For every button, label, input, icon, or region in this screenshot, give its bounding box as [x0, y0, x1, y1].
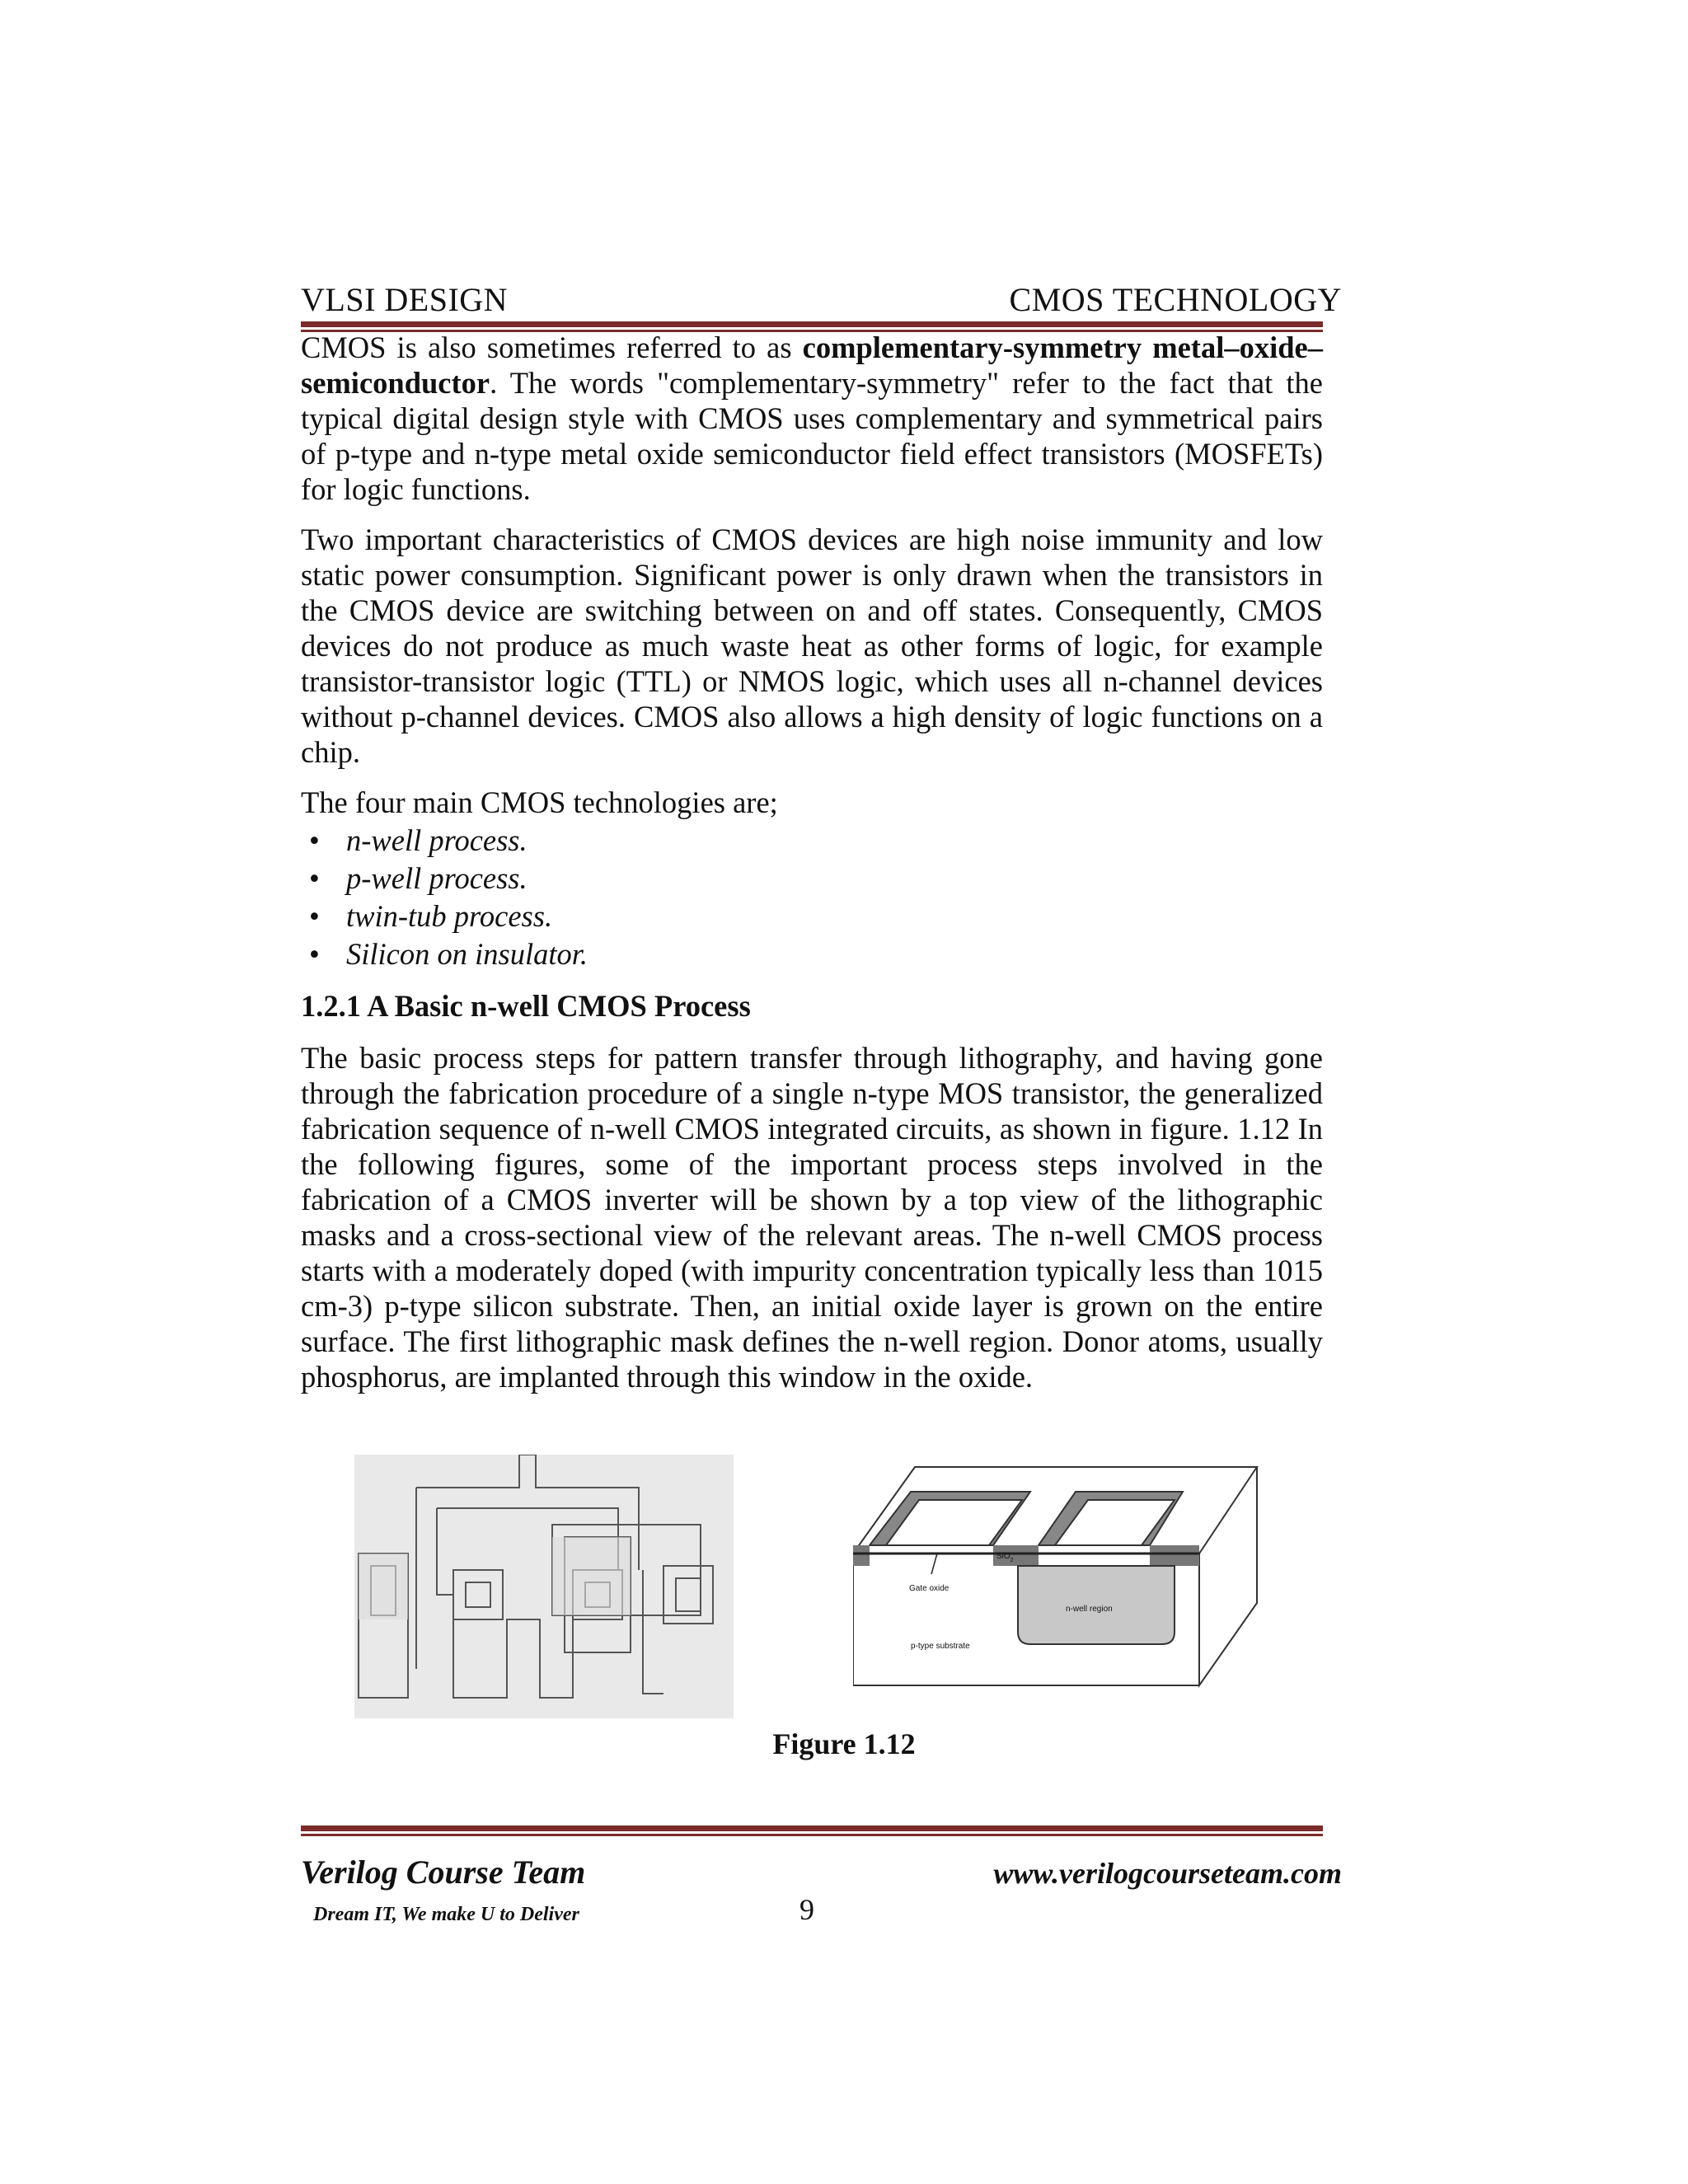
list-item: • twin-tub process.: [301, 898, 1323, 935]
paragraph-characteristics: Two important characteristics of CMOS devices are high noise immunity and low static power consumption. Significant power is only drawn when the transistors in the CMOS device are switching between on and off states. Consequently, CMOS devices do not produce as much waste heat as other forms of logic, for example transistor-transistor logic (TTL) or NMOS logic, which uses all n-channel devices without p-channel devices. CMOS also allows a high density of logic functions on a chip.: [301, 523, 1323, 769]
list-item: • Silicon on insulator.: [301, 935, 1323, 973]
footer-tagline: Dream IT, We make U to Deliver: [313, 1904, 579, 1925]
gate-oxide-label: Gate oxide: [909, 1584, 950, 1593]
mask-layout-figure: [354, 1455, 734, 1718]
footer-rule: [301, 1825, 1323, 1836]
paragraph-nwell-process: The basic process steps for pattern transfer through lithography, and having gone through the fabrication procedure of a single n-type MOS transistor, the generalized fabrication sequence of n-well CMOS integrated circuits, as shown in figure. 1.12 In the following figures, some of the important process steps involved in the fabrication of a CMOS inverter will be shown by a top view of the lithographic masks and a cross-sectional view of the relevant areas. The n-well CMOS process starts with a moderately doped (with impurity concentration typically less than 1015 cm-3) p-type silicon substrate. Then, an initial oxide layer is grown on the entire surface. The first lithographic mask defines the n-well region. Donor atoms, usually phosphorus, are implanted through this window in the oxide.: [301, 1041, 1323, 1394]
main-content: [301, 330, 1323, 1409]
footer-team: Verilog Course Team: [301, 1854, 586, 1891]
nwell-label: n-well region: [1066, 1605, 1113, 1614]
list-item: • n-well process.: [301, 822, 1323, 860]
paragraph-technologies-intro: The four main CMOS technologies are;: [301, 785, 778, 819]
section-title: 1.2.1 A Basic n-well CMOS Process: [301, 989, 751, 1023]
page-number: 9: [799, 1893, 814, 1926]
paragraph-cmos-definition: CMOS is also sometimes referred to as complementary-symmetry metal–oxide–semiconductor. The words "complementary-symmetry" refer to the fact that the typical digital design style with CMOS uses complementary and symmetrical pairs of p-type and n-type metal oxide semiconductor field effect transistors (MOSFETs) for logic functions.: [301, 330, 1323, 506]
svg-text:SiO2: SiO$_2$: [996, 1552, 1014, 1563]
list-item: • p-well process.: [301, 860, 1323, 898]
header-left: VLSI DESIGN: [301, 281, 509, 318]
footer-url: www.verilogcourseteam.com: [993, 1857, 1342, 1890]
header-right: CMOS TECHNOLOGY: [1009, 281, 1342, 318]
bold-term: complementary-symmetry metal–oxide–semiconductor: [301, 330, 1323, 400]
cross-section-figure: [853, 1455, 1261, 1710]
figure-caption: Figure 1.12: [772, 1727, 916, 1760]
technologies-list: [301, 822, 1323, 973]
substrate-label: p-type substrate: [911, 1642, 970, 1651]
